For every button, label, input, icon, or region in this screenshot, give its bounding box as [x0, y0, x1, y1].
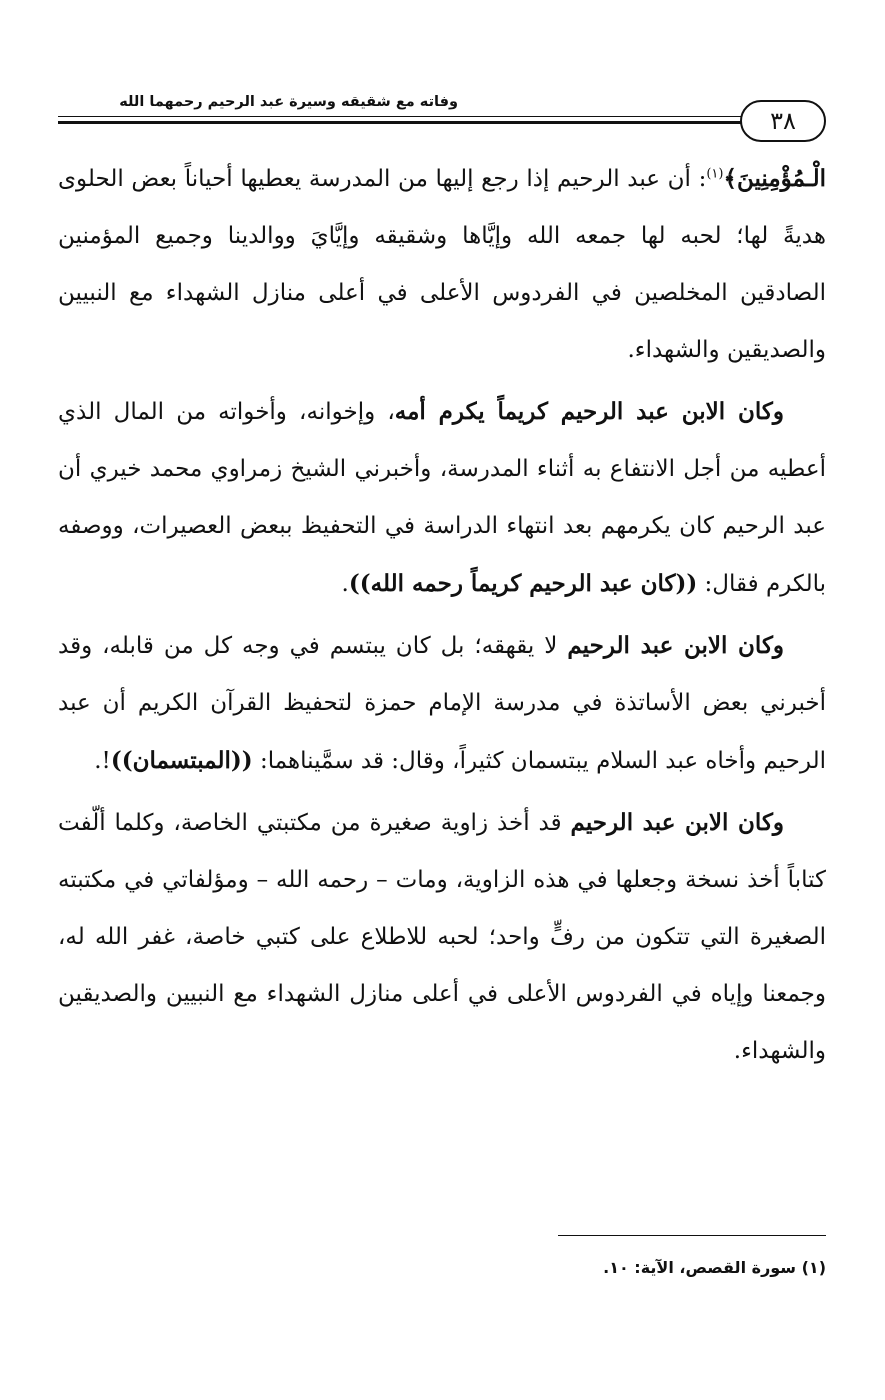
page-number: ٣٨ — [740, 100, 826, 142]
header-title: وفاته مع شقيقه وسيرة عبد الرحيم رحمهما الله — [119, 94, 458, 110]
body-text — [58, 150, 826, 1080]
header-rule-thick — [58, 121, 774, 124]
paragraph-1-text: : أن عبد الرحيم إذا رجع إليها من المدرسة يعطيها أحياناً بعض الحلوى هديةً لها؛ لحبه لها جمعه الله وإيَّاها وشقيقه وإيَّايَ ووالدينا وجميع المؤمنين الصادقين المخلصين في الفردوس الأعلى في أعلى منازل الشهداء مع النبيين والصديقين والشهداء. — [58, 166, 826, 363]
paragraph-3-quote: ((المبتسمان)) — [110, 747, 253, 774]
paragraph-2 — [58, 383, 826, 613]
paragraph-2-end: . — [341, 571, 349, 597]
quran-word: الْـمُؤْمِنِينَ﴾ — [723, 165, 826, 192]
paragraph-4-lead: وكان الابن عبد الرحيم — [570, 809, 785, 836]
paragraph-2-lead: وكان الابن عبد الرحيم كريماً يكرم أمه — [394, 398, 784, 425]
footnote-marker: (١) — [706, 166, 724, 182]
paragraph-3-lead: وكان الابن عبد الرحيم — [567, 632, 784, 659]
paragraph-3-end: !. — [94, 748, 111, 774]
footnote-rule — [558, 1235, 826, 1236]
paragraph-1 — [58, 150, 826, 379]
header-rule-thin — [58, 116, 774, 117]
paragraph-2-text: ، وإخوانه، وأخواته من المال الذي أعطيه من أجل الانتفاع به أثناء المدرسة، وأخبرني الشيخ زمراوي محمد خيري أن عبد الرحيم كان يكرمهم بعد انتهاء الدراسة في التحفيظ ببعض العصيرات، ووصفه بالكرم فقال: — [58, 399, 826, 597]
footnote: (١) سورة القصص، الآية: ١٠. — [603, 1258, 826, 1277]
paragraph-3 — [58, 617, 826, 790]
paragraph-4 — [58, 794, 826, 1080]
running-header — [58, 86, 826, 156]
paragraph-2-quote: ((كان عبد الرحيم كريماً رحمه الله)) — [348, 570, 698, 597]
paragraph-4-text: قد أخذ زاوية صغيرة من مكتبتي الخاصة، وكلما ألّفت كتاباً أخذ نسخة وجعلها في هذه الزاوية، ومات – رحمه الله – ومؤلفاتي في مكتبته الصغيرة التي تتكون من رفٍّ واحد؛ لحبه للاطلاع على كتبي خاصة، غفر الله له، وجمعنا وإياه في الفردوس الأعلى في أعلى منازل الشهداء مع النبيين والصديقين والشهداء. — [58, 810, 826, 1064]
paragraph-3-text: لا يقهقه؛ بل كان يبتسم في وجه كل من قابله، وقد أخبرني بعض الأساتذة في مدرسة الإمام حمزة لتحفيظ القرآن الكريم أن عبد الرحيم وأخاه عبد السلام يبتسمان كثيراً، وقال: قد سمَّيناهما: — [58, 633, 826, 774]
